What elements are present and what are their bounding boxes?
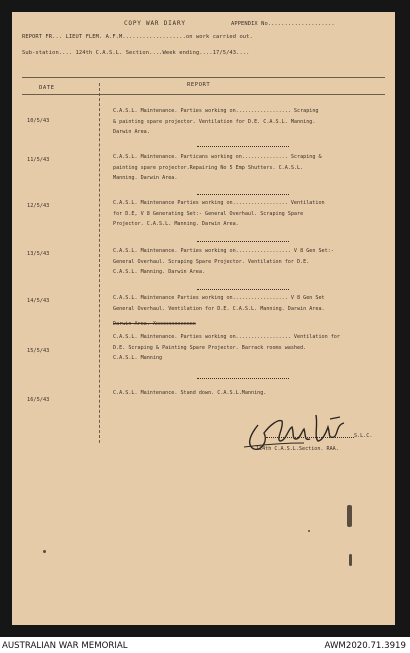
report-line: C.A.S.L. Maintenance Parties working on.................. Ventilation	[113, 200, 325, 206]
entry-date: 14/5/43	[27, 298, 50, 304]
entry-separator	[197, 241, 289, 242]
rule-top	[22, 77, 385, 78]
column-divider	[99, 83, 100, 443]
entry-date: 16/5/43	[27, 397, 50, 403]
diary-title: COPY WAR DIARY	[124, 20, 186, 27]
signature-line	[266, 437, 354, 438]
paper-stain	[347, 505, 352, 527]
entry-separator	[197, 194, 289, 195]
report-line: & painting spare projector. Ventilation for D.E. C.A.S.L. Manning.	[113, 118, 316, 125]
entry-date: 12/5/43	[27, 203, 50, 209]
report-line: General Overhaul. Ventilation for D.E. C.A.S.L. Manning. Darwin Area.	[113, 305, 325, 312]
entry-report	[113, 106, 365, 138]
struck-through-text: Darwin Area. Xxxxxxxxxxxxxx	[113, 321, 196, 327]
war-diary-page	[12, 12, 395, 625]
report-line: C.A.S.L. Manning	[113, 355, 163, 361]
report-line: C.A.S.L. Maintenance. Particans working on............... Scraping &	[113, 154, 322, 160]
unit-line: 124th C.A.S.L.Section. RAA.	[256, 446, 339, 452]
institution-caption: AUSTRALIAN WAR MEMORIAL	[2, 641, 128, 651]
report-line: D.E. Scraping & Painting Spare Projector. Barrack rooms washed.	[113, 344, 307, 351]
rule-heading	[22, 94, 385, 95]
report-from-line: REPORT FR... LIEUT FLEM. A.F.M...................on work carried out.	[22, 34, 253, 40]
entry-separator	[197, 146, 289, 147]
entry-report	[113, 198, 365, 230]
paper-speck	[43, 550, 46, 553]
entry-report	[113, 152, 365, 184]
entry-date: 15/5/43	[27, 348, 50, 354]
reference-caption: AWM2020.71.3919	[324, 641, 406, 651]
report-line: painting spare projector.Repairing No 5 Emp Shutters. C.A.S.L.	[113, 164, 304, 171]
substation-line: Sub-station.... 124th C.A.S.L. Section....Week ending....17/5/43....	[22, 50, 250, 56]
report-line: for D.E, V 8 Generating Set:- General Overhaul. Scraping Spare	[113, 210, 304, 217]
report-line: Darwin Area.	[113, 129, 150, 135]
report-line: Manning. Darwin Area.	[113, 175, 178, 181]
report-line: C.A.S.L. Maintenance. Parties working on.................. Ventilation for	[113, 334, 340, 340]
entry-separator	[197, 378, 289, 379]
appendix-line: APPENDIX No....................	[231, 21, 335, 27]
entry-report	[113, 293, 365, 314]
report-line: C.A.S.L. Maintenance Parties working on.................. V 8 Gen Set	[113, 295, 325, 301]
entry-report	[113, 388, 365, 399]
report-line: C.A.S.L. Manning. Darwin Area.	[113, 269, 206, 275]
entry-report	[113, 246, 365, 278]
entry-date: 11/5/43	[27, 157, 50, 163]
signatory-rank: S.L.C.	[354, 433, 373, 439]
entry-date: 10/5/43	[27, 118, 50, 124]
paper-stain	[349, 554, 352, 566]
report-line: C.A.S.L. Maintenance. Parties working on.................. Scraping	[113, 108, 319, 114]
date-column-heading: DATE	[39, 85, 55, 91]
report-line: C.A.S.L. Maintenance. Parties working on.................. V 8 Gen Set:-	[113, 248, 334, 254]
entry-separator	[197, 289, 289, 290]
paper-speck	[308, 530, 310, 532]
report-line: Projector. C.A.S.L. Manning. Darwin Area.	[113, 221, 239, 227]
report-line: C.A.S.L. Maintenance. Stand down. C.A.S.L.Manning.	[113, 390, 267, 396]
entry-date: 13/5/43	[27, 251, 50, 257]
report-line: General Overhaul. Scraping Spare Projector. Ventilation for D.E.	[113, 258, 310, 265]
report-column-heading: REPORT	[187, 82, 211, 88]
entry-report	[113, 332, 365, 364]
